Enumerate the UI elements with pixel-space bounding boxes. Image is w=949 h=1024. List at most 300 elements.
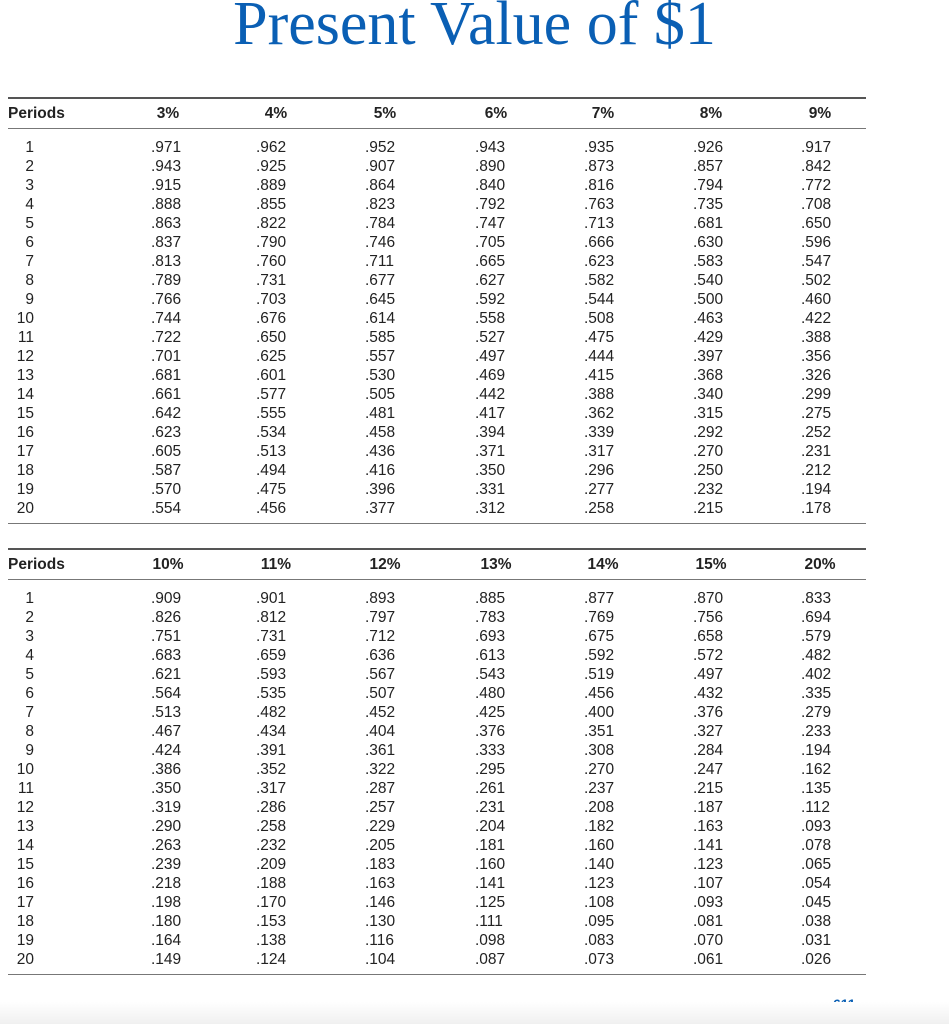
period-cell: 2 — [25, 158, 34, 175]
value-cell: .331 — [475, 481, 506, 498]
table-row — [8, 214, 866, 233]
table-row — [8, 627, 866, 646]
value-cell: .661 — [151, 386, 182, 403]
table-row — [8, 176, 866, 195]
value-cell: .299 — [801, 386, 832, 403]
period-cell: 20 — [16, 500, 34, 517]
rate-column-header: 14% — [587, 556, 619, 573]
value-cell: .287 — [365, 780, 396, 797]
value-cell: .308 — [584, 742, 615, 759]
value-cell: .623 — [151, 424, 182, 441]
value-cell: .237 — [584, 780, 615, 797]
value-cell: .772 — [801, 177, 832, 194]
value-cell: .823 — [365, 196, 396, 213]
table-row — [8, 423, 866, 442]
value-cell: .397 — [693, 348, 724, 365]
period-cell: 3 — [25, 628, 34, 645]
value-cell: .218 — [151, 875, 182, 892]
table-row — [8, 347, 866, 366]
value-cell: .505 — [365, 386, 396, 403]
period-cell: 1 — [25, 590, 34, 607]
value-cell: .642 — [151, 405, 182, 422]
value-cell: .233 — [801, 723, 832, 740]
value-cell: .377 — [365, 500, 396, 517]
value-cell: .731 — [256, 628, 287, 645]
table-row — [8, 779, 866, 798]
table-row — [8, 950, 866, 969]
value-cell: .756 — [693, 609, 724, 626]
value-cell: .425 — [475, 704, 506, 721]
value-cell: .140 — [584, 856, 615, 873]
value-cell: .194 — [801, 742, 832, 759]
value-cell: .258 — [256, 818, 287, 835]
period-cell: 4 — [25, 647, 34, 664]
value-cell: .232 — [693, 481, 724, 498]
value-cell: .665 — [475, 253, 506, 270]
value-cell: .078 — [801, 837, 832, 854]
value-cell: .784 — [365, 215, 396, 232]
value-cell: .593 — [256, 666, 287, 683]
value-cell: .747 — [475, 215, 506, 232]
value-cell: .711 — [365, 253, 395, 270]
period-cell: 7 — [25, 704, 34, 721]
value-cell: .855 — [256, 196, 287, 213]
value-cell: .683 — [151, 647, 182, 664]
value-cell: .650 — [256, 329, 287, 346]
value-cell: .434 — [256, 723, 287, 740]
value-cell: .038 — [801, 913, 832, 930]
value-cell: .572 — [693, 647, 724, 664]
value-cell: .577 — [256, 386, 287, 403]
value-cell: .352 — [256, 761, 287, 778]
value-cell: .250 — [693, 462, 724, 479]
value-cell: .822 — [256, 215, 287, 232]
value-cell: .783 — [475, 609, 506, 626]
value-cell: .681 — [693, 215, 724, 232]
value-cell: .713 — [584, 215, 615, 232]
value-cell: .494 — [256, 462, 287, 479]
value-cell: .463 — [693, 310, 724, 327]
table-row — [8, 195, 866, 214]
period-cell: 5 — [25, 215, 34, 232]
value-cell: .415 — [584, 367, 615, 384]
value-cell: .160 — [475, 856, 506, 873]
period-cell: 18 — [16, 913, 34, 930]
period-cell: 13 — [16, 367, 34, 384]
table-row — [8, 684, 866, 703]
value-cell: .138 — [256, 932, 287, 949]
value-cell: .676 — [256, 310, 287, 327]
value-cell: .519 — [584, 666, 615, 683]
table-row — [8, 589, 866, 608]
value-cell: .081 — [693, 913, 724, 930]
value-cell: .312 — [475, 500, 506, 517]
table-bottom-rule — [8, 974, 866, 975]
value-cell: .054 — [801, 875, 832, 892]
value-cell: .135 — [801, 780, 832, 797]
value-cell: .212 — [801, 462, 832, 479]
table-row — [8, 138, 866, 157]
value-cell: .744 — [151, 310, 182, 327]
table-bottom-rule — [8, 523, 866, 524]
value-cell: .130 — [365, 913, 396, 930]
value-cell: .065 — [801, 856, 832, 873]
value-cell: .232 — [256, 837, 287, 854]
value-cell: .681 — [151, 367, 182, 384]
value-cell: .482 — [256, 704, 287, 721]
period-cell: 12 — [16, 348, 34, 365]
value-cell: .160 — [584, 837, 615, 854]
value-cell: .592 — [475, 291, 506, 308]
value-cell: .277 — [584, 481, 615, 498]
value-cell: .061 — [693, 951, 724, 968]
value-cell: .198 — [151, 894, 182, 911]
period-cell: 10 — [16, 310, 34, 327]
table-header-row — [8, 550, 866, 579]
rate-column-header: 15% — [695, 556, 727, 573]
period-cell: 15 — [16, 405, 34, 422]
table-row — [8, 309, 866, 328]
value-cell: .554 — [151, 500, 182, 517]
table-row — [8, 817, 866, 836]
value-cell: .292 — [693, 424, 724, 441]
value-cell: .442 — [475, 386, 506, 403]
value-cell: .943 — [151, 158, 182, 175]
value-cell: .284 — [693, 742, 724, 759]
period-cell: 15 — [16, 856, 34, 873]
value-cell: .513 — [256, 443, 287, 460]
value-cell: .351 — [584, 723, 615, 740]
rate-column-header: 8% — [699, 105, 723, 122]
rate-column-header: 10% — [152, 556, 184, 573]
value-cell: .601 — [256, 367, 287, 384]
value-cell: .258 — [584, 500, 615, 517]
value-cell: .837 — [151, 234, 182, 251]
table-row — [8, 608, 866, 627]
period-cell: 11 — [17, 780, 34, 797]
value-cell: .317 — [256, 780, 287, 797]
value-cell: .790 — [256, 234, 287, 251]
period-cell: 6 — [25, 234, 34, 251]
value-cell: .402 — [801, 666, 832, 683]
value-cell: .475 — [256, 481, 287, 498]
value-cell: .763 — [584, 196, 615, 213]
rate-column-header: 13% — [480, 556, 512, 573]
period-cell: 7 — [25, 253, 34, 270]
value-cell: .467 — [151, 723, 182, 740]
value-cell: .319 — [151, 799, 182, 816]
value-cell: .890 — [475, 158, 506, 175]
period-cell: 1 — [25, 139, 34, 156]
value-cell: .111 — [475, 913, 503, 930]
present-value-table-high-rates — [8, 548, 866, 975]
value-cell: .275 — [801, 405, 832, 422]
value-cell: .424 — [151, 742, 182, 759]
value-cell: .513 — [151, 704, 182, 721]
value-cell: .436 — [365, 443, 396, 460]
value-cell: .231 — [801, 443, 832, 460]
value-cell: .371 — [475, 443, 506, 460]
period-cell: 10 — [16, 761, 34, 778]
table-row — [8, 874, 866, 893]
value-cell: .093 — [801, 818, 832, 835]
value-cell: .614 — [365, 310, 396, 327]
period-cell: 3 — [25, 177, 34, 194]
periods-column-header: Periods — [8, 105, 65, 122]
value-cell: .279 — [801, 704, 832, 721]
value-cell: .703 — [256, 291, 287, 308]
value-cell: .335 — [801, 685, 832, 702]
page-bottom-edge — [0, 1002, 949, 1024]
period-cell: 4 — [25, 196, 34, 213]
value-cell: .141 — [693, 837, 724, 854]
value-cell: .339 — [584, 424, 615, 441]
value-cell: .508 — [584, 310, 615, 327]
value-cell: .746 — [365, 234, 396, 251]
value-cell: .666 — [584, 234, 615, 251]
table-row — [8, 703, 866, 722]
value-cell: .164 — [151, 932, 182, 949]
rate-column-header: 6% — [484, 105, 508, 122]
value-cell: .527 — [475, 329, 506, 346]
value-cell: .962 — [256, 139, 287, 156]
value-cell: .125 — [475, 894, 506, 911]
value-cell: .555 — [256, 405, 287, 422]
value-cell: .460 — [801, 291, 832, 308]
value-cell: .909 — [151, 590, 182, 607]
value-cell: .917 — [801, 139, 832, 156]
period-cell: 16 — [16, 875, 34, 892]
value-cell: .543 — [475, 666, 506, 683]
value-cell: .429 — [693, 329, 724, 346]
value-cell: .162 — [801, 761, 832, 778]
value-cell: .391 — [256, 742, 287, 759]
value-cell: .797 — [365, 609, 396, 626]
rate-column-header: 7% — [591, 105, 615, 122]
table-body — [8, 580, 866, 974]
value-cell: .163 — [365, 875, 396, 892]
value-cell: .394 — [475, 424, 506, 441]
value-cell: .417 — [475, 405, 506, 422]
value-cell: .396 — [365, 481, 396, 498]
value-cell: .112 — [801, 799, 831, 816]
value-cell: .587 — [151, 462, 182, 479]
value-cell: .153 — [256, 913, 287, 930]
value-cell: .263 — [151, 837, 182, 854]
periods-column-header: Periods — [8, 556, 65, 573]
period-cell: 14 — [16, 837, 34, 854]
value-cell: .557 — [365, 348, 396, 365]
value-cell: .083 — [584, 932, 615, 949]
value-cell: .540 — [693, 272, 724, 289]
value-cell: .270 — [584, 761, 615, 778]
value-cell: .621 — [151, 666, 182, 683]
period-cell: 19 — [16, 932, 34, 949]
table-row — [8, 328, 866, 347]
value-cell: .694 — [801, 609, 832, 626]
value-cell: .104 — [365, 951, 396, 968]
rate-column-header: 5% — [373, 105, 397, 122]
period-cell: 17 — [16, 443, 34, 460]
value-cell: .497 — [693, 666, 724, 683]
value-cell: .205 — [365, 837, 396, 854]
period-cell: 8 — [25, 272, 34, 289]
value-cell: .864 — [365, 177, 396, 194]
period-cell: 16 — [16, 424, 34, 441]
value-cell: .317 — [584, 443, 615, 460]
value-cell: .182 — [584, 818, 615, 835]
table-row — [8, 798, 866, 817]
value-cell: .766 — [151, 291, 182, 308]
value-cell: .327 — [693, 723, 724, 740]
value-cell: .340 — [693, 386, 724, 403]
value-cell: .789 — [151, 272, 182, 289]
table-row — [8, 931, 866, 950]
value-cell: .481 — [365, 405, 396, 422]
value-cell: .229 — [365, 818, 396, 835]
value-cell: .605 — [151, 443, 182, 460]
value-cell: .826 — [151, 609, 182, 626]
value-cell: .816 — [584, 177, 615, 194]
value-cell: .458 — [365, 424, 396, 441]
table-row — [8, 385, 866, 404]
value-cell: .188 — [256, 875, 287, 892]
table-row — [8, 290, 866, 309]
value-cell: .677 — [365, 272, 396, 289]
value-cell: .885 — [475, 590, 506, 607]
period-cell: 19 — [16, 481, 34, 498]
value-cell: .863 — [151, 215, 182, 232]
value-cell: .416 — [365, 462, 396, 479]
table-row — [8, 366, 866, 385]
value-cell: .926 — [693, 139, 724, 156]
value-cell: .583 — [693, 253, 724, 270]
value-cell: .290 — [151, 818, 182, 835]
value-cell: .889 — [256, 177, 287, 194]
value-cell: .326 — [801, 367, 832, 384]
value-cell: .623 — [584, 253, 615, 270]
value-cell: .596 — [801, 234, 832, 251]
value-cell: .178 — [801, 500, 832, 517]
value-cell: .901 — [256, 590, 287, 607]
value-cell: .045 — [801, 894, 832, 911]
period-cell: 20 — [16, 951, 34, 968]
value-cell: .712 — [365, 628, 396, 645]
value-cell: .735 — [693, 196, 724, 213]
period-cell: 5 — [25, 666, 34, 683]
value-cell: .400 — [584, 704, 615, 721]
value-cell: .507 — [365, 685, 396, 702]
table-row — [8, 233, 866, 252]
table-row — [8, 499, 866, 518]
value-cell: .422 — [801, 310, 832, 327]
period-cell: 14 — [16, 386, 34, 403]
value-cell: .564 — [151, 685, 182, 702]
value-cell: .087 — [475, 951, 506, 968]
period-cell: 11 — [17, 329, 34, 346]
value-cell: .386 — [151, 761, 182, 778]
value-cell: .215 — [693, 780, 724, 797]
table-row — [8, 893, 866, 912]
value-cell: .870 — [693, 590, 724, 607]
table-row — [8, 442, 866, 461]
value-cell: .376 — [693, 704, 724, 721]
value-cell: .361 — [365, 742, 396, 759]
value-cell: .579 — [801, 628, 832, 645]
value-cell: .108 — [584, 894, 615, 911]
value-cell: .842 — [801, 158, 832, 175]
value-cell: .295 — [475, 761, 506, 778]
value-cell: .534 — [256, 424, 287, 441]
value-cell: .636 — [365, 647, 396, 664]
value-cell: .247 — [693, 761, 724, 778]
value-cell: .535 — [256, 685, 287, 702]
value-cell: .693 — [475, 628, 506, 645]
value-cell: .452 — [365, 704, 396, 721]
value-cell: .659 — [256, 647, 287, 664]
value-cell: .163 — [693, 818, 724, 835]
value-cell: .625 — [256, 348, 287, 365]
value-cell: .149 — [151, 951, 182, 968]
value-cell: .952 — [365, 139, 396, 156]
rate-column-header: 20% — [804, 556, 836, 573]
value-cell: .751 — [151, 628, 182, 645]
table-row — [8, 722, 866, 741]
value-cell: .257 — [365, 799, 396, 816]
value-cell: .893 — [365, 590, 396, 607]
value-cell: .356 — [801, 348, 832, 365]
value-cell: .204 — [475, 818, 506, 835]
value-cell: .432 — [693, 685, 724, 702]
value-cell: .627 — [475, 272, 506, 289]
value-cell: .252 — [801, 424, 832, 441]
value-cell: .582 — [584, 272, 615, 289]
period-cell: 9 — [25, 742, 34, 759]
page-title: Present Value of $1 — [233, 0, 716, 58]
value-cell: .376 — [475, 723, 506, 740]
table-row — [8, 404, 866, 423]
value-cell: .840 — [475, 177, 506, 194]
value-cell: .404 — [365, 723, 396, 740]
value-cell: .073 — [584, 951, 615, 968]
value-cell: .567 — [365, 666, 396, 683]
value-cell: .480 — [475, 685, 506, 702]
value-cell: .645 — [365, 291, 396, 308]
value-cell: .502 — [801, 272, 832, 289]
value-cell: .943 — [475, 139, 506, 156]
table-row — [8, 646, 866, 665]
table-row — [8, 271, 866, 290]
value-cell: .095 — [584, 913, 615, 930]
value-cell: .368 — [693, 367, 724, 384]
rate-column-header: 3% — [156, 105, 180, 122]
value-cell: .098 — [475, 932, 506, 949]
value-cell: .141 — [475, 875, 506, 892]
table-row — [8, 741, 866, 760]
value-cell: .547 — [801, 253, 832, 270]
value-cell: .613 — [475, 647, 506, 664]
value-cell: .760 — [256, 253, 287, 270]
value-cell: .350 — [151, 780, 182, 797]
value-cell: .231 — [475, 799, 506, 816]
table-row — [8, 480, 866, 499]
value-cell: .925 — [256, 158, 287, 175]
value-cell: .116 — [365, 932, 395, 949]
value-cell: .708 — [801, 196, 832, 213]
table-row — [8, 665, 866, 684]
period-cell: 17 — [16, 894, 34, 911]
value-cell: .350 — [475, 462, 506, 479]
